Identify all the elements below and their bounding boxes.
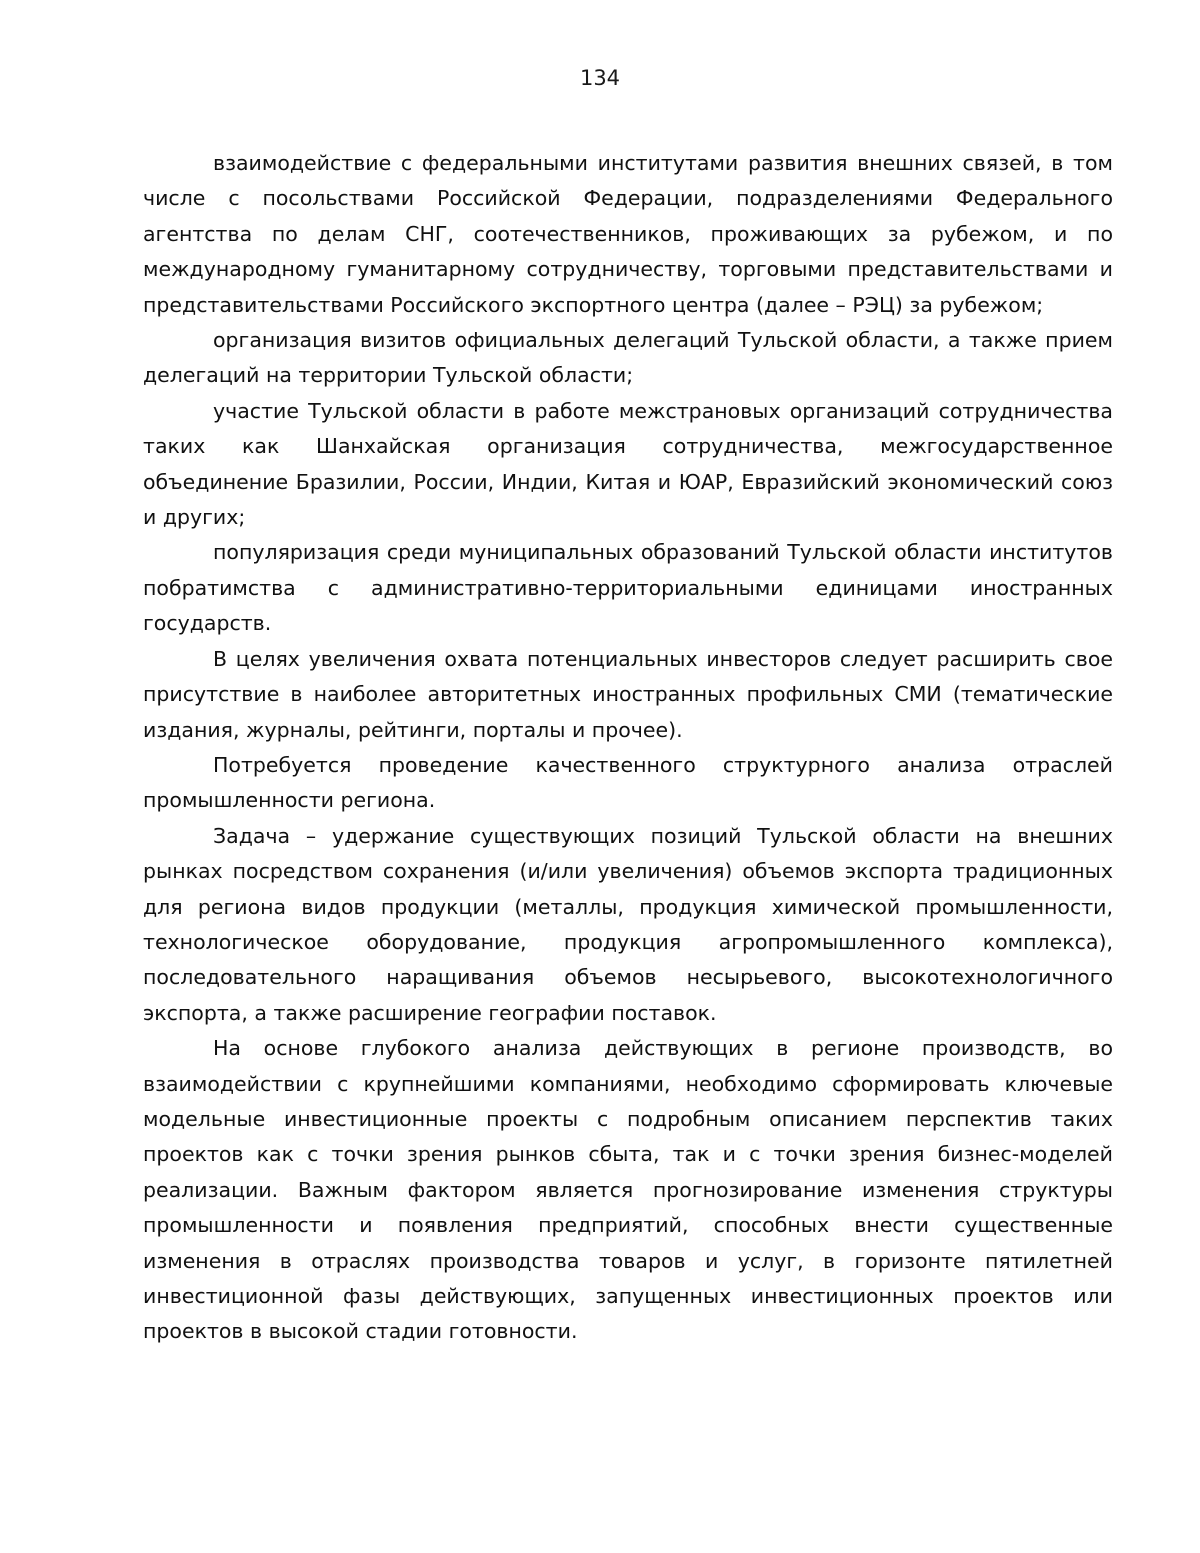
paragraph: популяризация среди муниципальных образований Тульской области институтов побратимства с административно-территориальными единицами иностранных государств. bbox=[143, 540, 1113, 636]
paragraph: В целях увеличения охвата потенциальных инвесторов следует расширить свое присутствие в наиболее авторитетных иностранных профильных СМИ (тематические издания, журналы, рейтинги, порталы и прочее). bbox=[143, 646, 1113, 742]
paragraph: Задача – удержание существующих позиций Тульской области на внешних рынках посредством сохранения (и/или увеличения) объемов экспорта традиционных для региона видов продукции (металлы, продукция химической промышленности, технологическое оборудование, продукция агропромышленного комплекса), последовательного наращивания объемов несырьевого, высокотехнологичного экспорта, а также расширение географии поставок. bbox=[143, 823, 1113, 1025]
paragraph: На основе глубокого анализа действующих в регионе производств, во взаимодействии с крупнейшими компаниями, необходимо сформировать ключевые модельные инвестиционные проекты с подробным описанием перспектив таких проектов как с точки зрения рынков сбыта, так и с точки зрения бизнес-моделей реализации. Важным фактором является прогнозирование изменения структуры промышленности и появления предприятий, способных внести существенные изменения в отраслях производства товаров и услуг, в горизонте пятилетней инвестиционной фазы действующих, запущенных инвестиционных проектов или проектов в высокой стадии готовности. bbox=[143, 1036, 1113, 1344]
paragraph: Потребуется проведение качественного структурного анализа отраслей промышленности региона. bbox=[143, 752, 1113, 813]
paragraph: взаимодействие с федеральными институтами развития внешних связей, в том числе с посольствами Российской Федерации, подразделениями Федерального агентства по делам СНГ, соотечественников, проживающих за рубежом, и по международному гуманитарному сотрудничеству, торговыми представительствами и представительствами Российского экспортного центра (далее – РЭЦ) за рубежом; bbox=[143, 151, 1113, 317]
page-number: 134 bbox=[579, 66, 621, 90]
paragraph: участие Тульской области в работе межстрановых организаций сотрудничества таких как Шанхайская организация сотрудничества, межгосударственное объединение Бразилии, России, Индии, Китая и ЮАР, Евразийский экономический союз и других; bbox=[143, 398, 1113, 530]
paragraph: организация визитов официальных делегаций Тульской области, а также прием делегаций на территории Тульской области; bbox=[143, 328, 1113, 388]
document-body bbox=[143, 146, 1113, 1350]
